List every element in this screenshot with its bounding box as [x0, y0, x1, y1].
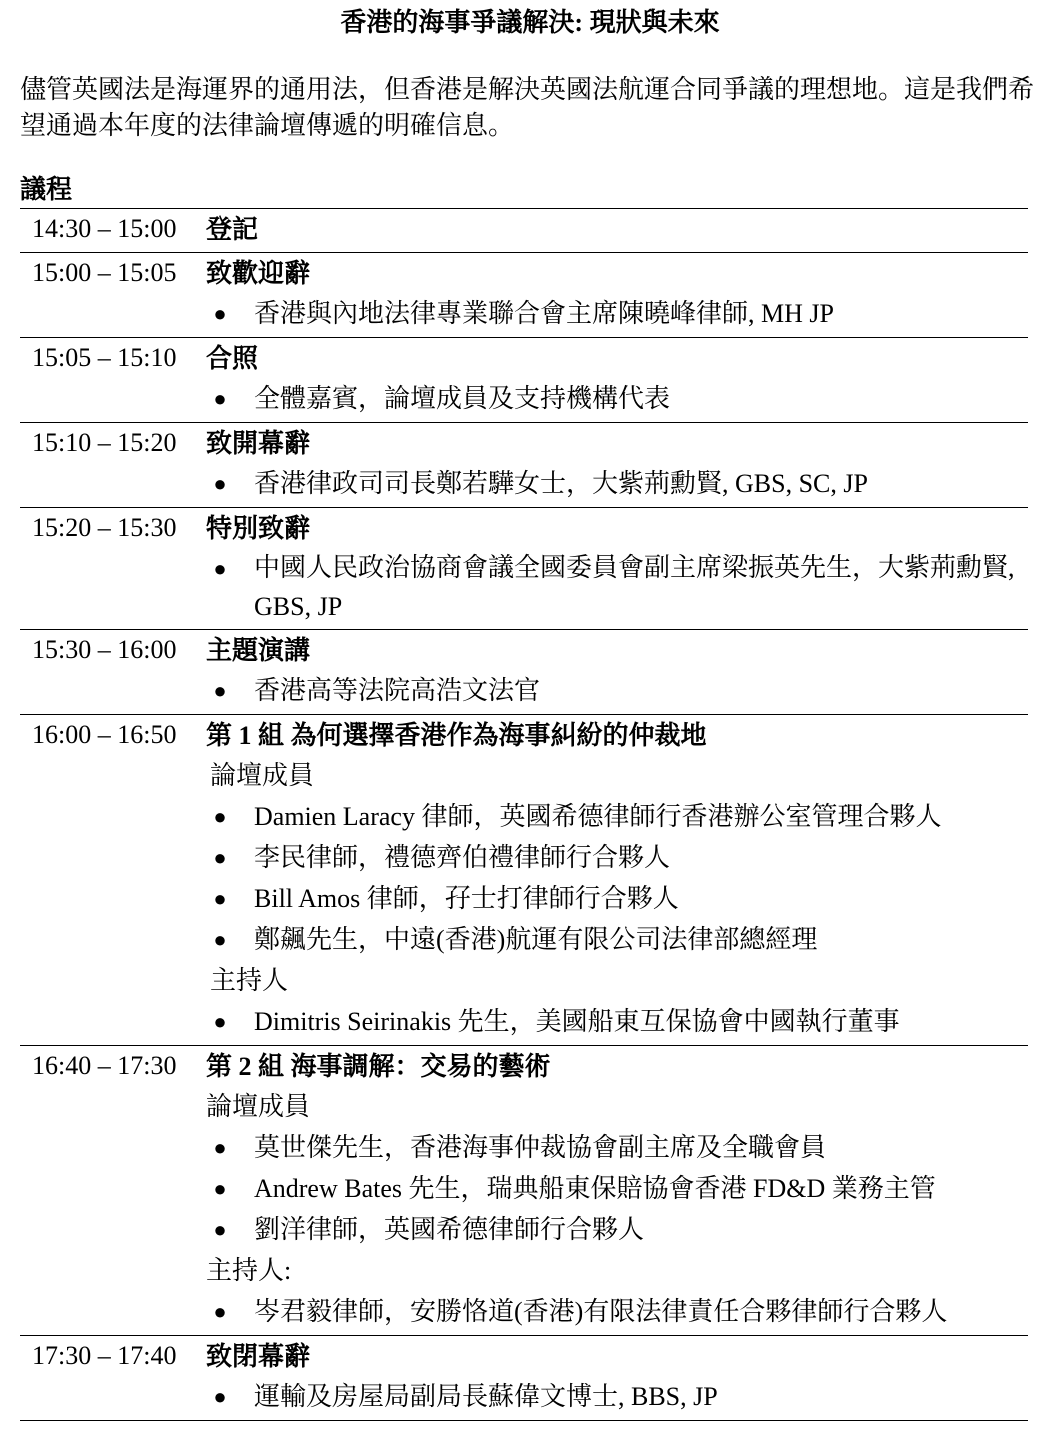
moderator-text: Dimitris Seirinakis 先生，美國船東互保協會中國執行董事 [254, 1007, 900, 1036]
agenda-session-title: 致閉幕辭 [206, 1342, 311, 1371]
speaker-text: 運輸及房屋局副局長蘇偉文博士, BBS, JP [254, 1382, 718, 1411]
agenda-row-closing [20, 1336, 1028, 1421]
bullet-icon: ● [213, 386, 227, 411]
panelist-item [206, 837, 1028, 878]
speaker-text: 香港律政司司長鄭若驊女士，大紫荊勳賢, GBS, SC, JP [254, 469, 868, 498]
agenda-session-title: 第 2 組 海事調解：交易的藝術 [206, 1052, 551, 1081]
bullet-icon: ● [213, 845, 227, 870]
bullet-icon: ● [213, 556, 227, 581]
moderator-item [206, 1291, 1028, 1332]
panelist-item [206, 1168, 1028, 1209]
agenda-session-title: 第 1 組 為何選擇香港作為海事糾紛的仲裁地 [206, 721, 707, 750]
bullet-icon: ● [213, 804, 227, 829]
agenda-time: 17:30 – 17:40 [32, 1341, 177, 1370]
speaker-item [206, 670, 1028, 711]
agenda-row-special-address [20, 508, 1028, 630]
speaker-item [206, 1376, 1028, 1417]
agenda-heading: 議程 [20, 175, 73, 204]
panelist-item [206, 796, 1028, 837]
panelist-text: 劉洋律師，英國希德律師行合夥人 [254, 1215, 645, 1244]
intro-paragraph: 儘管英國法是海運界的通用法，但香港是解決英國法航運合同爭議的理想地。這是我們希望通過本年度的法律論壇傳遞的明確信息。 [20, 75, 1035, 140]
agenda-time: 15:20 – 15:30 [32, 513, 177, 542]
panelist-text: 李民律師，禮德齊伯禮律師行合夥人 [254, 843, 671, 872]
speaker-text: 全體嘉賓，論壇成員及支持機構代表 [254, 384, 671, 413]
agenda-time: 16:40 – 17:30 [32, 1051, 177, 1080]
speaker-item [206, 463, 1028, 504]
bullet-icon: ● [213, 1217, 227, 1242]
agenda-session-title: 致開幕辭 [206, 429, 311, 458]
agenda-session-title: 致歡迎辭 [206, 259, 311, 288]
bullet-icon: ● [213, 1176, 227, 1201]
panelist-item [206, 1209, 1028, 1250]
bullet-icon: ● [213, 1135, 227, 1160]
moderator-label: 主持人: [206, 1256, 292, 1285]
agenda-row-group-photo [20, 338, 1028, 423]
agenda-session-title: 合照 [206, 344, 259, 373]
speaker-item [206, 293, 1028, 334]
bullet-icon: ● [213, 1009, 227, 1034]
agenda-row-opening [20, 423, 1028, 508]
speaker-item [206, 378, 1028, 419]
speaker-item [206, 548, 1028, 626]
agenda-time: 14:30 – 15:00 [32, 214, 177, 243]
panelist-item [206, 1127, 1028, 1168]
panel-members-label: 論壇成員 [206, 1092, 311, 1121]
document-title: 香港的海事爭議解決: 現狀與未來 [340, 8, 720, 37]
bullet-icon: ● [213, 886, 227, 911]
speaker-text: 香港與內地法律專業聯合會主席陳曉峰律師, MH JP [254, 299, 834, 328]
panelist-text: 鄭飆先生，中遠(香港)航運有限公司法律部總經理 [254, 925, 818, 954]
bullet-icon: ● [213, 927, 227, 952]
agenda-row-panel-1 [20, 715, 1028, 1046]
panelist-item [206, 919, 1028, 960]
agenda-time: 15:10 – 15:20 [32, 428, 177, 457]
panelist-text: Bill Amos 律師，孖士打律師行合夥人 [254, 884, 679, 913]
agenda-time: 15:05 – 15:10 [32, 343, 177, 372]
panelist-item [206, 878, 1028, 919]
agenda-row-registration [20, 209, 1028, 253]
moderator-label: 主持人 [210, 966, 289, 995]
bullet-icon: ● [213, 1299, 227, 1324]
agenda-time: 15:30 – 16:00 [32, 635, 177, 664]
moderator-text: 岑君毅律師，安勝恪道(香港)有限法律責任合夥律師行合夥人 [254, 1297, 948, 1326]
agenda-time: 15:00 – 15:05 [32, 258, 177, 287]
bullet-icon: ● [213, 301, 227, 326]
bullet-icon: ● [213, 471, 227, 496]
agenda-row-panel-2 [20, 1046, 1028, 1336]
panel-members-label: 論壇成員 [210, 761, 315, 790]
agenda-row-welcome [20, 253, 1028, 338]
agenda-table [20, 208, 1028, 1421]
bullet-icon: ● [213, 1384, 227, 1409]
agenda-session-title: 登記 [206, 215, 259, 244]
agenda-session-title: 主題演講 [206, 636, 311, 665]
panelist-text: Damien Laracy 律師，英國希德律師行香港辦公室管理合夥人 [254, 802, 942, 831]
panelist-text: Andrew Bates 先生，瑞典船東保賠協會香港 FD&D 業務主管 [254, 1174, 936, 1203]
agenda-time: 16:00 – 16:50 [32, 720, 177, 749]
agenda-session-title: 特別致辭 [206, 514, 311, 543]
panelist-text: 莫世傑先生，香港海事仲裁協會副主席及全職會員 [254, 1133, 827, 1162]
speaker-text: 香港高等法院高浩文法官 [254, 676, 541, 705]
agenda-row-keynote [20, 630, 1028, 715]
speaker-text: 中國人民政治協商會議全國委員會副主席梁振英先生，大紫荊勳賢, GBS, JP [254, 553, 1015, 621]
moderator-item [206, 1001, 1028, 1042]
bullet-icon: ● [213, 678, 227, 703]
